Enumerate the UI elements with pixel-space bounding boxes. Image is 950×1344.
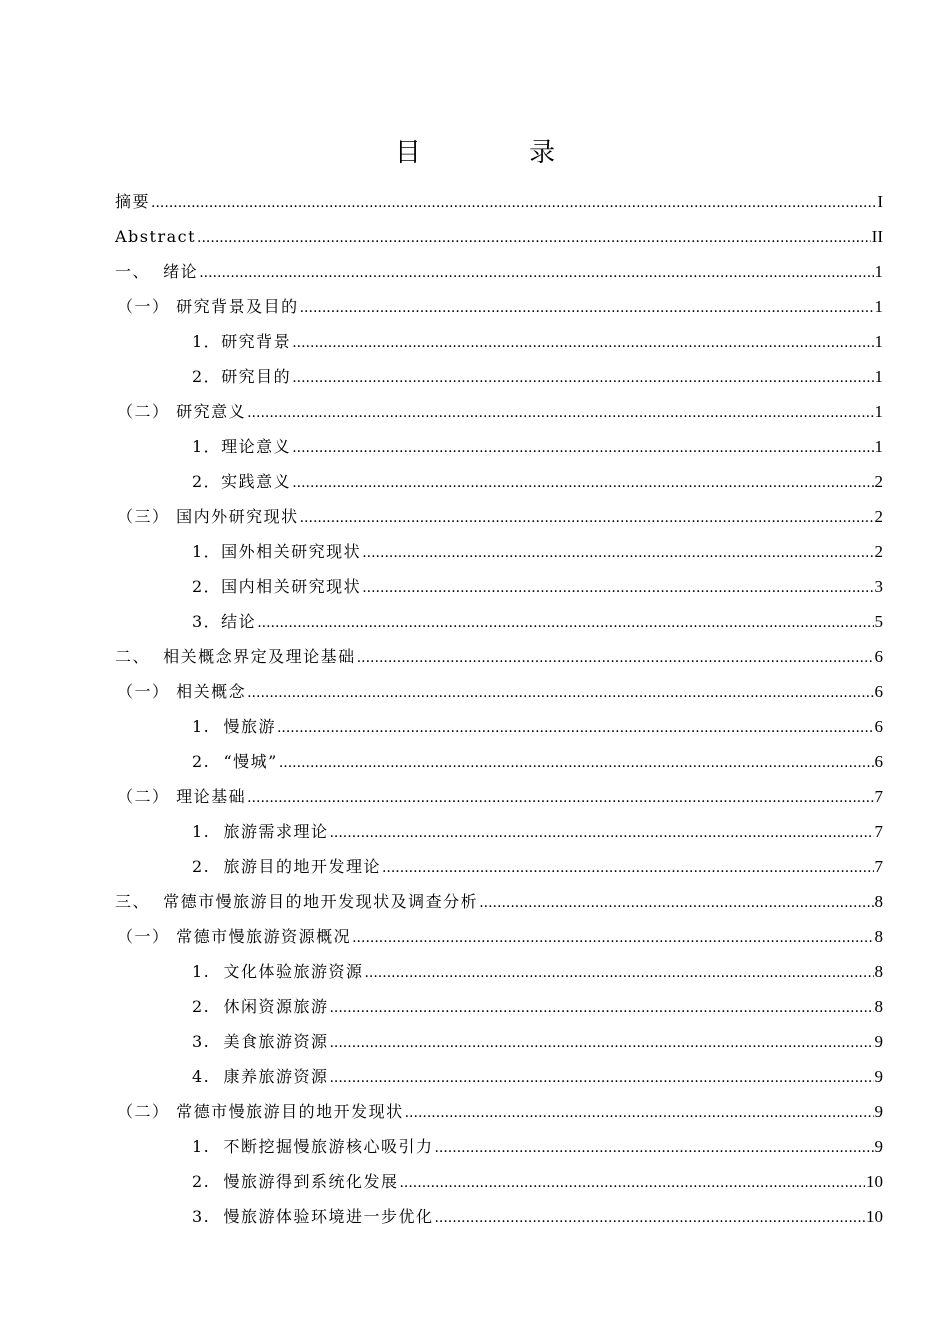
toc-entry[interactable] [115, 429, 883, 464]
dot-leader [257, 612, 873, 632]
dot-leader [362, 542, 873, 562]
toc-entry-page-number: 7 [874, 856, 883, 876]
toc-entry-page-number: 10 [866, 1171, 883, 1191]
dot-leader [151, 192, 876, 212]
toc-entry-page-number: 1 [874, 331, 883, 351]
toc-entry[interactable] [115, 219, 883, 254]
toc-entry[interactable] [115, 534, 883, 569]
dot-leader [405, 1102, 874, 1122]
toc-entry-label: 2. 旅游目的地开发理论 [192, 856, 381, 876]
dot-leader [357, 647, 874, 667]
toc-entry[interactable] [115, 849, 883, 884]
toc-entry[interactable] [115, 674, 883, 709]
toc-entry-page-number: 1 [874, 436, 883, 456]
toc-entry[interactable] [115, 569, 883, 604]
toc-entry-page-number: 1 [874, 296, 883, 316]
dot-leader [199, 262, 873, 282]
toc-entry-label: Abstract [115, 226, 197, 246]
toc-entry[interactable] [115, 884, 883, 919]
toc-entry[interactable] [115, 989, 883, 1024]
toc-entry-page-number: 6 [874, 751, 883, 771]
toc-entry[interactable] [115, 1024, 883, 1059]
toc-entry-label: 3. 美食旅游资源 [192, 1031, 329, 1051]
toc-entry[interactable] [115, 359, 883, 394]
toc-entry-page-number: 6 [874, 646, 883, 666]
toc-entry-page-number: 8 [874, 996, 883, 1016]
dot-leader [300, 297, 874, 317]
toc-entry-page-number: 2 [874, 541, 883, 561]
toc-entry[interactable] [115, 499, 883, 534]
toc-entry-label: （一） 研究背景及目的 [117, 296, 299, 316]
toc-entry[interactable] [115, 1129, 883, 1164]
dot-leader [329, 1067, 873, 1087]
toc-entry-page-number: 2 [874, 506, 883, 526]
toc-entry-label: 2．研究目的 [192, 366, 292, 386]
toc-entry-page-number: 7 [874, 821, 883, 841]
toc-entry-label: 3. 慢旅游体验环境进一步优化 [192, 1206, 434, 1226]
toc-entry-label: 2. 休闲资源旅游 [192, 996, 329, 1016]
toc-entry-label: 2. 慢旅游得到系统化发展 [192, 1171, 399, 1191]
toc-entry-label: （一） 常德市慢旅游资源概况 [117, 926, 352, 946]
toc-entry-page-number: 5 [874, 611, 883, 631]
toc-entry-label: （二） 理论基础 [117, 786, 247, 806]
toc-entry[interactable] [115, 254, 883, 289]
toc-entry-label: 二、 相关概念界定及理论基础 [115, 646, 356, 666]
toc-entry[interactable] [115, 289, 883, 324]
toc-entry-label: （二） 研究意义 [117, 401, 247, 421]
dot-leader [364, 962, 873, 982]
toc-entry[interactable] [115, 184, 883, 219]
table-of-contents [115, 184, 883, 1234]
toc-entry-label: 摘要 [115, 191, 151, 211]
toc-entry-label: 1．理论意义 [192, 436, 292, 456]
toc-entry-page-number: 8 [874, 926, 883, 946]
toc-entry-label: （三） 国内外研究现状 [117, 506, 299, 526]
toc-entry[interactable] [115, 324, 883, 359]
toc-entry-page-number: 6 [874, 716, 883, 736]
dot-leader [329, 822, 873, 842]
dot-leader [300, 507, 874, 527]
dot-leader [434, 1207, 865, 1227]
dot-leader [292, 472, 873, 492]
dot-leader [247, 787, 873, 807]
toc-entry[interactable] [115, 604, 883, 639]
toc-entry-label: （二） 常德市慢旅游目的地开发现状 [117, 1101, 404, 1121]
dot-leader [352, 927, 873, 947]
toc-entry[interactable] [115, 744, 883, 779]
toc-entry-label: 1. 文化体验旅游资源 [192, 961, 364, 981]
toc-entry[interactable] [115, 709, 883, 744]
dot-leader [292, 437, 873, 457]
dot-leader [382, 857, 874, 877]
dot-leader [362, 577, 873, 597]
toc-entry-page-number: 9 [874, 1031, 883, 1051]
toc-entry-label: 2．国内相关研究现状 [192, 576, 362, 596]
toc-entry-page-number: 1 [874, 366, 883, 386]
toc-entry[interactable] [115, 814, 883, 849]
dot-leader [292, 367, 873, 387]
toc-entry-page-number: 1 [874, 261, 883, 281]
toc-entry[interactable] [115, 1094, 883, 1129]
toc-entry[interactable] [115, 1164, 883, 1199]
toc-entry[interactable] [115, 464, 883, 499]
toc-entry-label: 1. 不断挖掘慢旅游核心吸引力 [192, 1136, 434, 1156]
toc-entry-label: 1. 旅游需求理论 [192, 821, 329, 841]
toc-entry-page-number: 6 [874, 681, 883, 701]
toc-entry-label: 一、 绪论 [115, 261, 199, 281]
dot-leader [279, 752, 874, 772]
dot-leader [277, 717, 874, 737]
dot-leader [329, 1032, 873, 1052]
toc-entry-label: 1．国外相关研究现状 [192, 541, 362, 561]
toc-title: 目 录 [394, 138, 606, 168]
toc-entry-page-number: 9 [874, 1101, 883, 1121]
toc-entry-label: 三、 常德市慢旅游目的地开发现状及调查分析 [115, 891, 479, 911]
dot-leader [434, 1137, 873, 1157]
toc-entry[interactable] [115, 919, 883, 954]
toc-entry-label: 1．研究背景 [192, 331, 292, 351]
dot-leader [479, 892, 873, 912]
toc-entry-page-number: I [877, 191, 883, 211]
toc-entry-label: 2．实践意义 [192, 471, 292, 491]
toc-entry-page-number: 8 [874, 961, 883, 981]
toc-entry-page-number: 8 [874, 891, 883, 911]
toc-entry[interactable] [115, 394, 883, 429]
dot-leader [247, 682, 873, 702]
toc-entry[interactable] [115, 779, 883, 814]
toc-entry-label: 2. “慢城” [192, 751, 278, 771]
toc-entry[interactable] [115, 954, 883, 989]
toc-entry-page-number: 9 [874, 1066, 883, 1086]
toc-entry-page-number: 7 [874, 786, 883, 806]
dot-leader [292, 332, 873, 352]
dot-leader [197, 227, 871, 247]
toc-entry-page-number: 2 [874, 471, 883, 491]
toc-entry-page-number: 10 [866, 1206, 883, 1226]
toc-entry[interactable] [115, 1059, 883, 1094]
toc-entry-page-number: 3 [874, 576, 883, 596]
toc-entry-label: 3．结论 [192, 611, 257, 631]
toc-entry-page-number: II [871, 226, 883, 246]
toc-entry-page-number: 9 [874, 1136, 883, 1156]
dot-leader [399, 1172, 865, 1192]
toc-entry[interactable] [115, 639, 883, 674]
toc-entry[interactable] [115, 1199, 883, 1234]
toc-entry-label: 4. 康养旅游资源 [192, 1066, 329, 1086]
dot-leader [247, 402, 873, 422]
toc-entry-label: 1. 慢旅游 [192, 716, 276, 736]
dot-leader [329, 997, 873, 1017]
toc-entry-label: （一） 相关概念 [117, 681, 247, 701]
toc-entry-page-number: 1 [874, 401, 883, 421]
